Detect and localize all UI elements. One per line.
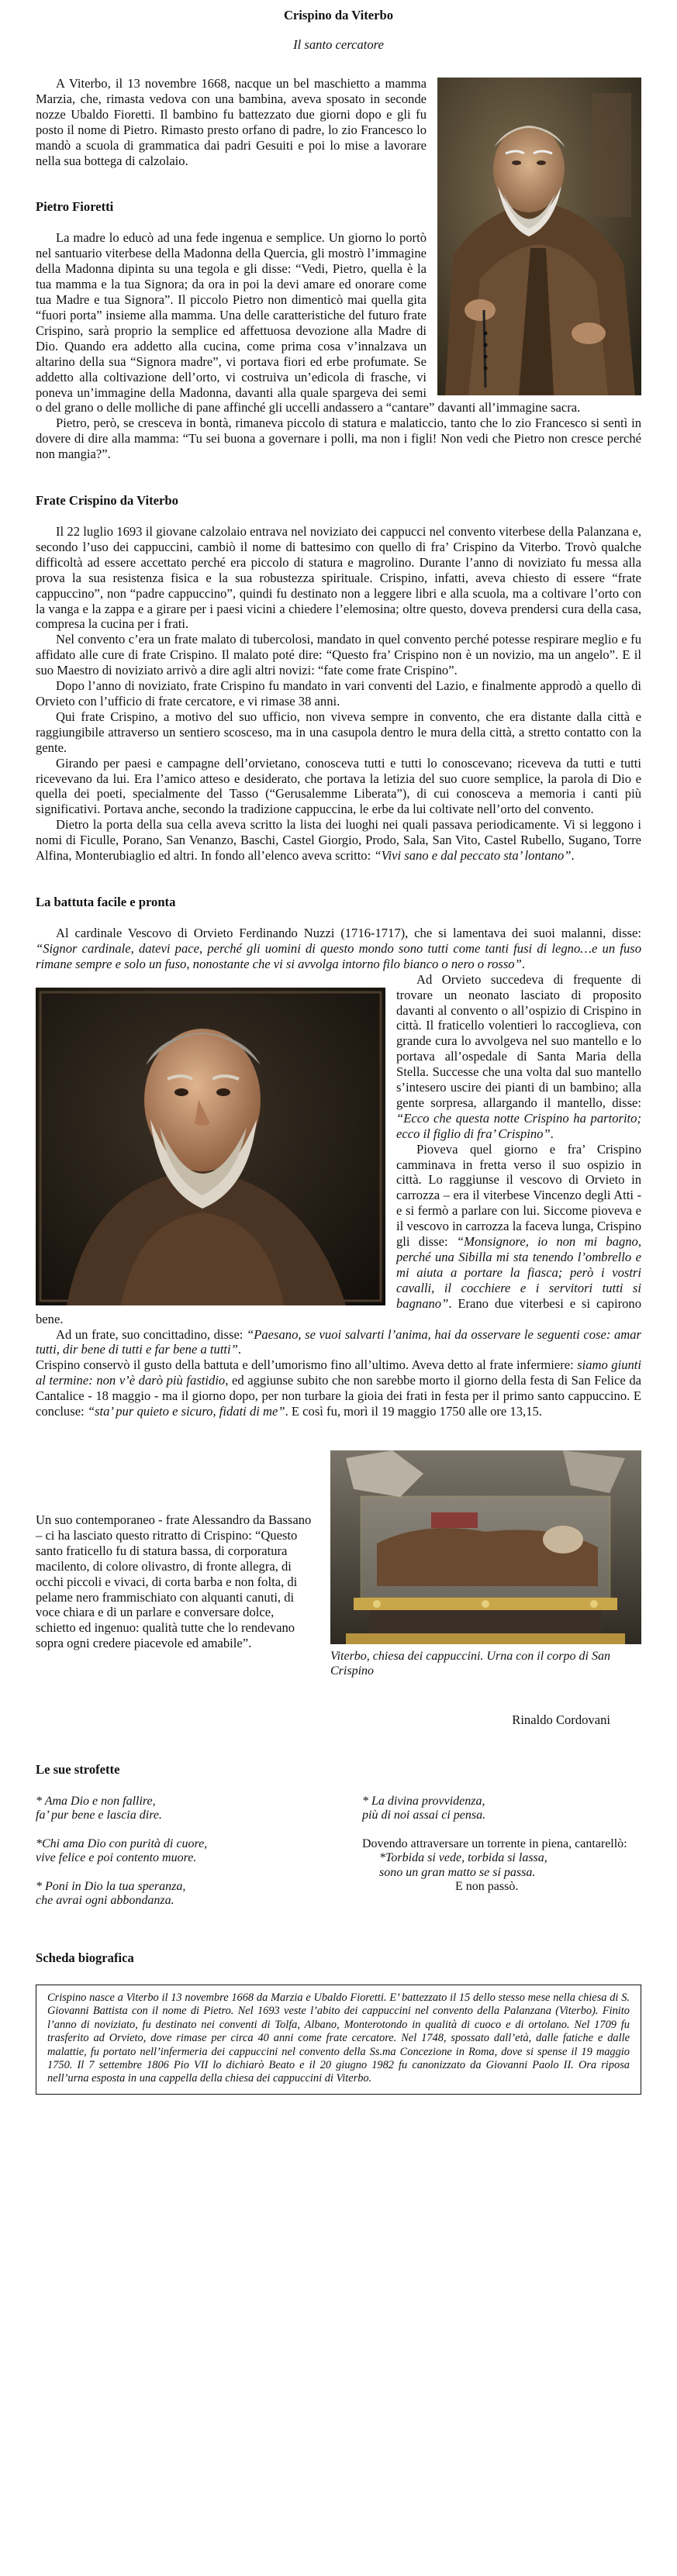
- urn-caption-text: Viterbo, chiesa dei cappuccini. Urna con il corpo di San Crispino: [330, 1649, 610, 1678]
- heading-battuta: La battuta facile e pronta: [36, 894, 176, 909]
- author-signature: Rinaldo Cordovani: [512, 1712, 610, 1727]
- section3-paragraph-3: Pioveva quel giorno e fra’ Crispino camminava in fretta verso il suo ospizio in città. Lo raggiunse il vescovo di Orvieto in carrozza – era il viterbese Vincenzo degli Atti - e si fermò a parlare con lui. Siccome pioveva e il vescovo in carrozza la faceva lunga, Crispino gli disse: “Monsignore, io non mi bagno, perché una Sibilla mi sta tenendo l’ombrello e mi aiuta a portare la fiasca; però i vostri cavalli, il cocchiere e i servitori tutti si bagnano”. Erano due viterbesi e si capirono bene.: [36, 1141, 641, 1326]
- torrent-ending: E non passò.: [455, 1880, 519, 1894]
- urn-image: [330, 1450, 641, 1644]
- section2-paragraph-3: Dopo l’anno di noviziato, frate Crispino fu mandato in vari conventi del Lazio, e finalmente approdò a quello di Orvieto con l’ufficio di frate cercatore, e vi rimase 38 anni.: [36, 678, 641, 709]
- section1-paragraph-1: La madre lo educò ad una fede ingenua e semplice. Un giorno lo portò nel santuario viterbese della Madonna della Quercia, gli mostrò l’immagine della Madonna dipinta su una tegola e gli disse: “Vedi, Pietro, quella è la tua mamma e la tua Signora; da ora in poi la devi amare ed onorare come tua Madre e tua Signora”. Il piccolo Pietro non dimenticò mai quella gita “fuori porta” insieme alla mamma. Una delle caratteristiche del futuro frate Crispino, sarà proprio la semplice ed affettuosa devozione alla Madre di Dio. Quando era addetto alla cucina, come prima cosa v’innalzava un altarino della sua “Signora madre”, vi portava fiori ed erbe profumate. Se addetto alla coltivazione dell’orto, vi costruiva un’edicola di frasche, vi poneva un’immagine della Madonna, davanti alla quale spargeva dei semi o del grano o delle molliche di pane affinché gli uccelli andassero a “cantare” davanti all’immagine sacra.: [36, 230, 581, 416]
- cardinal-quote: “Signor cardinale, datevi pace, perché gli uomini di questo mondo sono tutti come tanti fusi di legno…e un fuso rimane sempre e solo un fuso, nonostante che vi si avvolga intorno filo bianco o nero o rosso”: [36, 940, 641, 971]
- motto-quote: “Vivi sano e dal peccato sta’ lontano”: [374, 848, 572, 864]
- section3-paragraph-2: Ad Orvieto succedeva di frequente di trovare un neonato lasciato di proposito davanti al convento o all’ospizio di Crispino in città. Il fraticello volentieri lo raccoglieva, con grande cura lo avvolgeva nel suo mantello e lo portava all’ospedale di Santa Maria della Stella. Successe che una volta dal suo mantello s’intesero uscire dei pianti di un bambino; alla gente sorpresa, allargando il mantello, disse: “Ecco che questa notte Crispino ha partorito; ecco il figlio di fra’ Crispino”.: [396, 971, 641, 1141]
- section2-paragraph-1: Il 22 luglio 1693 il giovane calzolaio entrava nel noviziato dei cappucci nel convento viterbese della Palanzana e, secondo l’uso dei cappuccini, cambiò il nome di battesimo con quello di fra’ Crispino da Viterbo. Trovò qualche difficoltà ad essere accettato perché era piccolo di statura e magrolino. Durante l’anno di noviziato fu messa alla prova la sua resistenza fisica e la sua robustezza spirituale. Crispino, infatti, aveva chiesto di essere “frate cappuccino”, non “padre cappuccino”, quindi fu destinato non a leggere libri e alla scuola, ma a coltivare l’orto con la vanga e la zappa e a girare per i paesi vicini a chiedere l’elemosina; oltre questo, doveva prendersi cura della casa, compresa la cucina per i frati.: [36, 524, 641, 632]
- heading-pietro-fioretti: Pietro Fioretti: [36, 199, 114, 215]
- bishop-quote: “Monsignore, io non mi bagno, perché una Sibilla mi sta tenendo l’ombrello e mi aiuta a portare la fiasca; però i vostri cavalli, il cocchiere e i servitori tutti si bagnano”: [396, 1234, 641, 1311]
- poem-stanza: * Poni in Dio la tua speranza, che avrai ogni abbondanza.: [36, 1879, 186, 1908]
- section2-paragraph-5: Girando per paesi e campagne dell’orvietano, conosceva tutti e tutti lo conoscevano; riceveva da tutti e tutti ricevevano da lui. Era l’amico atteso e desiderato, che portava la letizia del suo cuore semplice, la parola di Dio e quella dei poeti, specialmente del Tasso (“Gerusalemme Liberata”), di cui conosceva a memoria i canti più significativi. Portava anche, secondo la tradizione cappuccina, le erbe da lui coltivate nell’orto del convento.: [36, 755, 641, 817]
- poems-right-column: [362, 1795, 641, 1923]
- section1-paragraph-2: Pietro, però, se cresceva in bontà, rimaneva piccolo di statura e malaticcio, tanto che lo zio Francesco si sentì in dovere di dire alla mamma: “Tu sei buona a governare i polli, ma non i figli! Non vedi che Pietro non cresce perché non mangia?”.: [36, 416, 641, 462]
- section2-paragraph-2: Nel convento c’era un frate malato di tubercolosi, mandato in quel convento perché potesse respirare meglio e fu affidato alle cure di frate Crispino. Il malato poté dire: “Questo fra’ Crispino non è un novizio, ma un angelo”. E il suo Maestro di noviziato arrivò a dire agli altri novizi: “fate come frate Crispino”.: [36, 632, 641, 678]
- section3-paragraph-5: Crispino conservò il gusto della battuta e dell’umorismo fino all’ultimo. Aveva detto al frate infermiere: siamo giunti al termine: non v’è darò più fastidio, ed aggiunse subito che non sarebbe morto il giorno della festa di San Felice da Cantalice - 18 maggio - ma il giorno dopo, per non turbare la gioia dei frati in festa per il primo santo cappuccino. E concluse: “sta’ pur quieto e sicuro, fidati di me”. E così fu, morì il 19 maggio 1750 alle ore 13,15.: [36, 1357, 642, 1419]
- foundling-quote: “Ecco che questa notte Crispino ha partorito; ecco il figlio di fra’ Crispino”: [396, 1110, 641, 1141]
- article-subtitle: Il santo cercatore: [293, 37, 384, 52]
- paesano-quote: “Paesano, se vuoi salvarti l’anima, hai da osservare le seguenti cose: amar tutti, dir bene di tutti e far bene a tutti”: [36, 1326, 641, 1357]
- photo-urn: [330, 1450, 641, 1644]
- bio-text: Crispino nasce a Viterbo il 13 novembre 1668 da Marzia e Ubaldo Fioretti. E’ battezzato il 15 dello stesso mese nella chiesa di S. Giovanni Battista con il nome di Pietro. Nel 1693 veste l’abito dei cappuccini nel convento della Palanzana (Viterbo). Finito l’anno di noviziato, fu destinato nei conventi di Tolfa, Albano, Monterotondo in qualità di cuoco e di ortolano. Nel 1709 fu trasferito ad Orvieto, dove rimase per circa 40 anni come frate cercatore. Nel 1748, spossato dall’età, dalle fatiche e dalle malattie, fu portato nell’infermeria dei cappuccini nel convento della Ss.ma Concezione in Roma, dove si spense il 19 maggio 1750. Il 7 settembre 1806 Pio VII lo dichiarò Beato e il 20 giugno 1982 fu canonizzato da Giovanni Paolo II. Ora riposa nell’urna esposta in una cappella della chiesa dei cappuccini di Viterbo.: [47, 1991, 630, 2085]
- poems-left-column: [36, 1795, 315, 1923]
- portrait-paragraph: Un suo contemporaneo - frate Alessandro da Bassano – ci ha lasciato questo ritratto di Crispino: “Questo santo fraticello fu di statura bassa, di corporatura macilento, di colore olivastro, di fronte allegra, di occhi piccoli e vivaci, di corta barba e non folta, di pelame nero frammischiato con alquanti canuti, di voce chiara e di un parlare e conversare dolce, schietto ed ingenuo: qualità tutte che lo rendevano sopra ogni credere piacevole ed amabile”.: [36, 1512, 312, 1651]
- poem-stanza: *Torbida si vede, torbida si lassa, sono un gran matto se si passa.: [379, 1851, 547, 1879]
- bio-box: [36, 1985, 641, 2095]
- poem-stanza: * La divina provvidenza, più di noi assai ci pensa.: [362, 1794, 486, 1823]
- poem-stanza: * Ama Dio e non fallire, fa’ pur bene e lascia dire.: [36, 1794, 162, 1823]
- portrait-block: [36, 1450, 641, 1678]
- torrent-intro: Dovendo attraversare un torrente in piena, cantarellò:: [362, 1836, 627, 1850]
- article-title: Crispino da Viterbo: [283, 8, 394, 22]
- heading-scheda-biografica: Scheda biografica: [36, 1950, 134, 1965]
- heading-strofette: Le sue strofette: [36, 1761, 120, 1777]
- poem-stanza: *Chi ama Dio con purità di cuore, vive felice e poi contento muore.: [36, 1836, 208, 1865]
- article: [36, 8, 641, 2095]
- section3-paragraph-1: Al cardinale Vescovo di Orvieto Ferdinando Nuzzi (1716-1717), che si lamentava dei suoi malanni, disse: “Signor cardinale, datevi pace, perché gli uomini di questo mondo sono tutti come tanti fusi di legno…e un fuso rimane sempre e solo un fuso, nonostante che vi si avvolga intorno filo bianco o nero o rosso”.: [36, 925, 641, 971]
- friar-portrait-image: [437, 78, 641, 395]
- section3-paragraph-4: Ad un frate, suo concittadino, disse: “Paesano, se vuoi salvarti l’anima, hai da osservare le seguenti cose: amar tutti, dir bene di tutti e far bene a tutti”.: [36, 1326, 641, 1357]
- poems-section: [36, 1795, 641, 1923]
- section2-paragraph-6: Dietro la porta della sua cella aveva scritto la lista dei luoghi nei quali passava periodicamente. Vi si leggono i nomi di Ficulle, Porano, San Venanzo, Baschi, Castel Giorgio, Prodo, Sala, San Vito, Castel Rubello, Sugano, Torre Alfina, Monterubiaglio ed altri. In fondo all’elenco aveva scritto: “Vivi sano e dal peccato sta’ lontano”.: [36, 817, 641, 864]
- heading-frate-crispino: Frate Crispino da Viterbo: [36, 493, 178, 509]
- intro-paragraph: A Viterbo, il 13 novembre 1668, nacque un bel maschietto a mamma Marzia, che, rimasta vedova con una bambina, aveva sposato in seconde nozze Ubaldo Fioretti. Il bambino fu battezzato due giorni dopo e gli fu posto il nome di Pietro. Rimasto presto orfano di padre, lo zio Francesco lo mandò a scuola di grammatica dai padri Gesuiti e poi lo mise a lavorare nella sua bottega di calzolaio.: [36, 76, 427, 168]
- photo-friar-painting: [36, 988, 385, 1305]
- friar-painting-image: [36, 988, 385, 1305]
- section2-paragraph-4: Qui frate Crispino, a motivo del suo ufficio, non viveva sempre in convento, che era distante dalla città e raggiungibile attraverso un sentiero scosceso, ma in una casupola dentro le mura della città, a stretto contatto con la gente.: [36, 709, 641, 755]
- urn-caption: [330, 1649, 641, 1678]
- photo-friar-portrait: [437, 78, 641, 395]
- urn-figure: [330, 1450, 641, 1678]
